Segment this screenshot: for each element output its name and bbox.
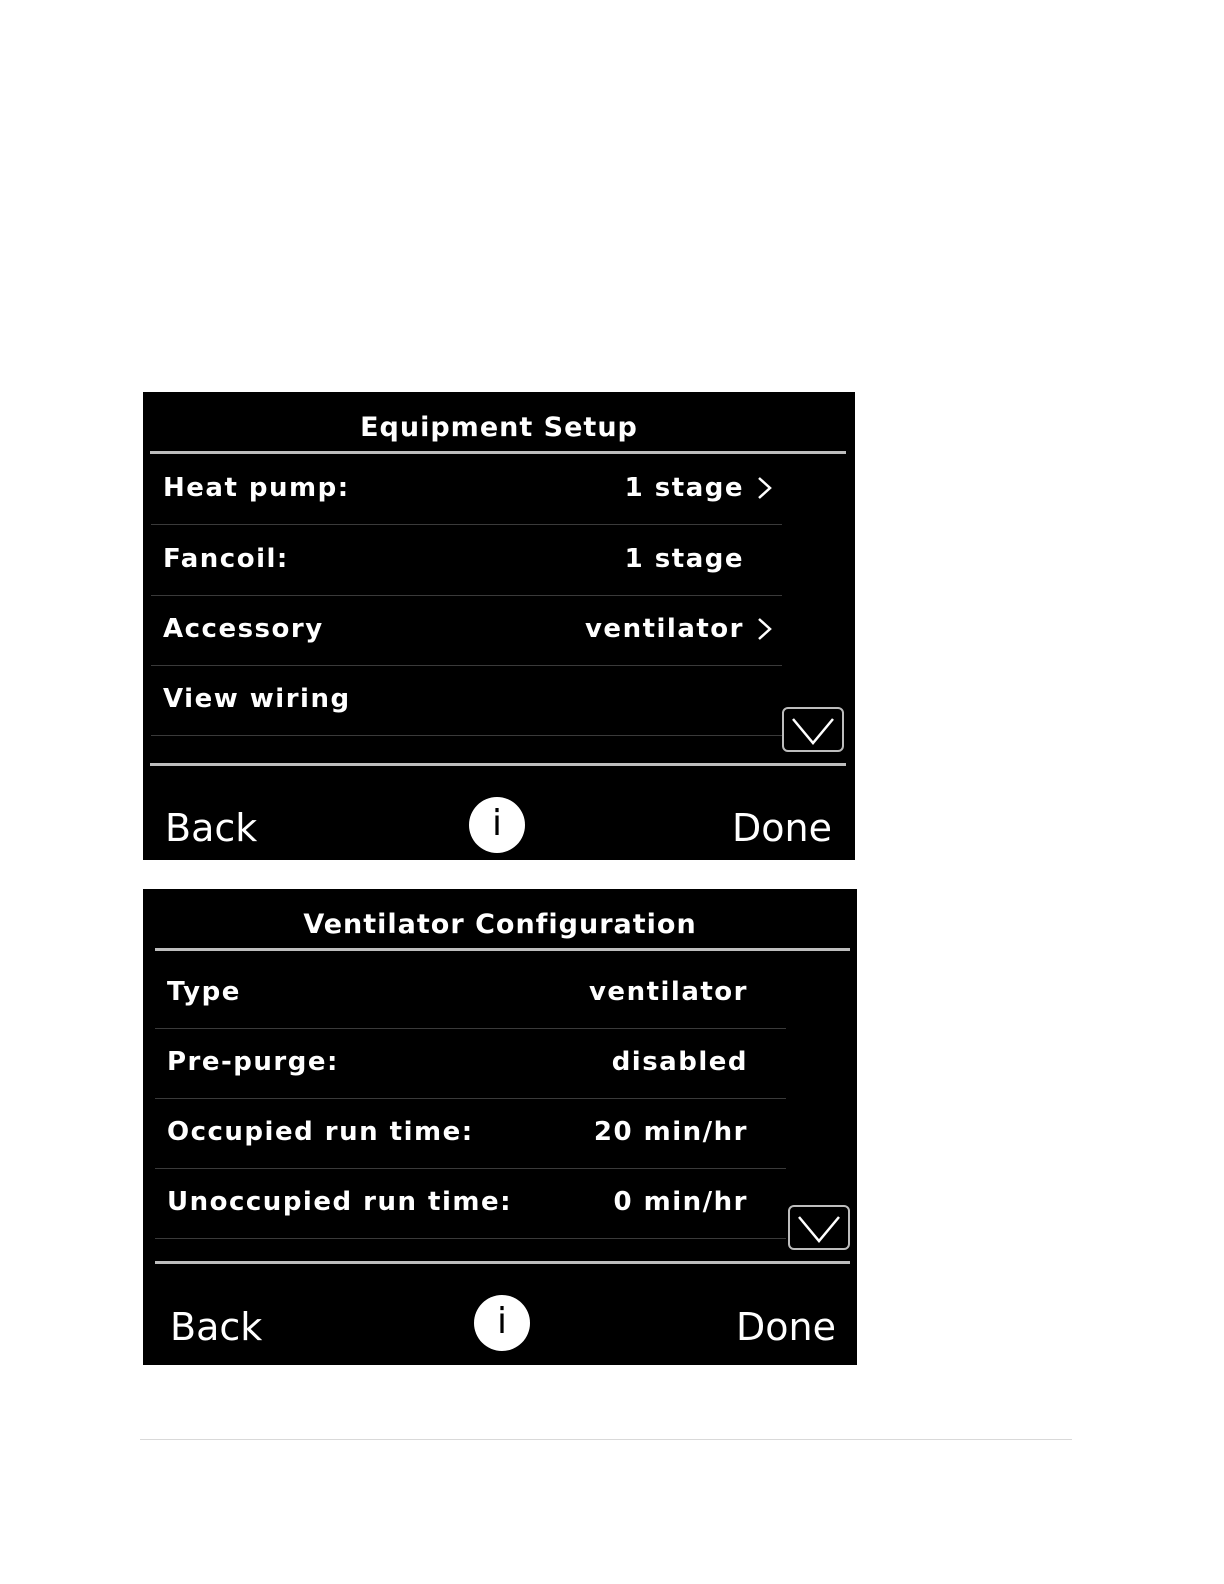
footer-divider [150,763,846,766]
row-value: ventilator [588,977,748,1007]
chevron-right-icon [756,476,774,500]
footer-divider [155,1261,850,1264]
page-divider [140,1439,1072,1440]
back-button[interactable]: Back [165,806,258,850]
ventilator-configuration-title: Ventilator Configuration [303,909,697,940]
done-button[interactable]: Done [736,1305,836,1349]
chevron-down-icon [790,713,836,747]
row-type[interactable] [155,958,786,1029]
row-label: View wiring [163,684,351,714]
info-icon: i [491,803,502,844]
row-accessory[interactable] [151,595,782,666]
row-heat-pump[interactable] [151,454,782,525]
title-divider [155,948,850,951]
row-value: ventilator [584,614,744,644]
row-label: Heat pump: [163,473,350,503]
info-icon: i [496,1301,507,1342]
row-value: 0 min/hr [613,1187,748,1217]
row-occupied-run-time[interactable] [155,1098,786,1169]
row-fancoil[interactable] [151,525,782,596]
row-value: 1 stage [624,544,744,574]
row-unoccupied-run-time[interactable] [155,1168,786,1239]
row-pre-purge[interactable] [155,1028,786,1099]
done-button[interactable]: Done [732,806,832,850]
row-label: Fancoil: [163,544,289,574]
back-button[interactable]: Back [170,1305,263,1349]
equipment-setup-screen [143,392,855,860]
info-button[interactable] [474,1295,530,1351]
ventilator-configuration-screen [143,889,857,1365]
row-label: Type [167,977,241,1007]
row-label: Pre-purge: [167,1047,339,1077]
chevron-down-icon [796,1211,842,1245]
scroll-down-button[interactable] [782,707,844,752]
row-label: Occupied run time: [167,1117,474,1147]
row-value: 1 stage [624,473,744,503]
chevron-right-icon [756,617,774,641]
info-button[interactable] [469,797,525,853]
equipment-setup-title: Equipment Setup [360,412,638,443]
row-view-wiring[interactable] [151,665,782,736]
row-value: 20 min/hr [593,1117,748,1147]
row-label: Accessory [163,614,324,644]
row-value: disabled [611,1047,748,1077]
scroll-down-button[interactable] [788,1205,850,1250]
row-label: Unoccupied run time: [167,1187,512,1217]
